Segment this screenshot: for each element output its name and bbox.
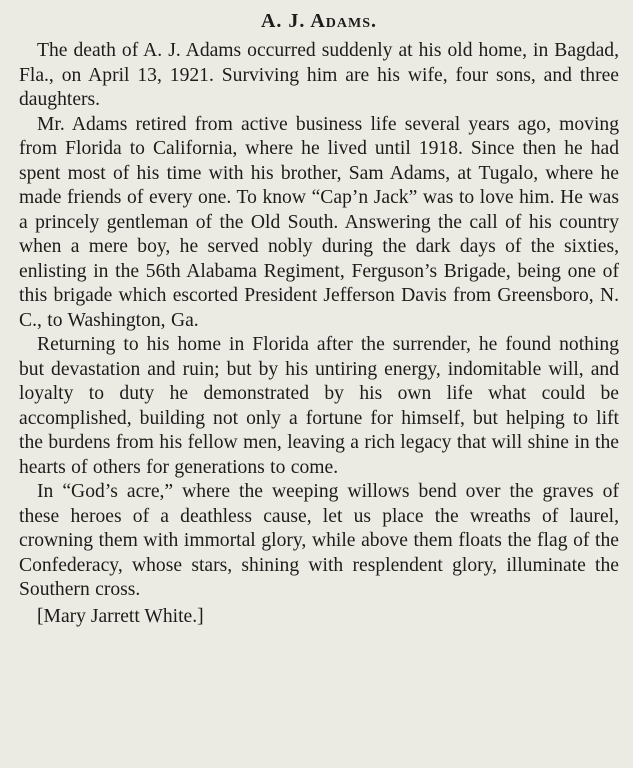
page-title: A. J. Adams. [260, 10, 377, 32]
paragraph-death-notice: The death of A. J. Adams occurred suddenly at his old home, in Bagdad, Fla., on April 13, 1921. Surviving him are his wife, four sons, and three daughters. [19, 40, 619, 110]
author-signature: [Mary Jarrett White.] [37, 605, 204, 627]
paragraph-after-war: Returning to his home in Florida after the surrender, he found nothing but devastation and ruin; but by his untiring energy, indomitable will, and loyalty to duty he demonstrated by his own life what could be accomplished, building not only a fortune for himself, but helping to lift the burdens from his fellow men, leaving a rich legacy that will shine in the hearts of others for generations to come. [19, 334, 619, 478]
paragraph-biography: Mr. Adams retired from active business life several years ago, moving from Florida to California, where he lived until 1918. Since then he had spent most of his time with his brother, Sam Adams, at Tugalo, where he made friends of every one. To know “Cap’n Jack” was to love him. He was a princely gentleman of the Old South. Answering the call of his country when a mere boy, he served nobly during the dark days of the sixties, enlisting in the 56th Alabama Regiment, Ferguson’s Brigade, being one of this brigade which escorted President Jefferson Davis from Greensboro, N. C., to Washington, Ga. [19, 113, 619, 331]
paragraph-tribute: In “God’s acre,” where the weeping willows bend over the graves of these heroes of a deathless cause, let us place the wreaths of laurel, crowning them with immortal glory, while above them floats the flag of the Confederacy, whose stars, shining with resplendent glory, illuminate the Southern cross. [19, 481, 619, 600]
